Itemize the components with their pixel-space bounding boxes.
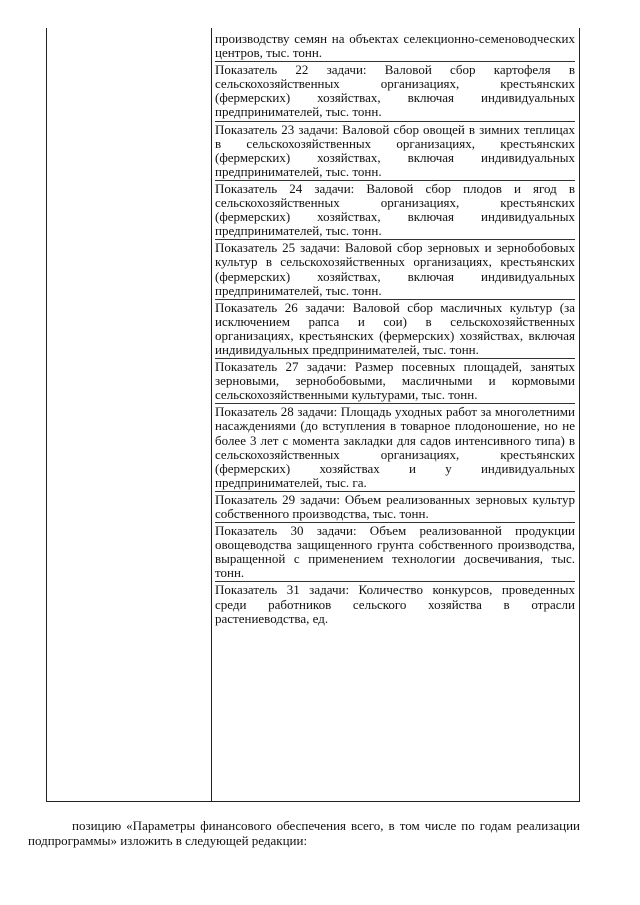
indicators-cell	[215, 32, 575, 628]
indicator-paragraph: Показатель 26 задачи: Валовой сбор масличных культур (за исключением рапса и сои) в сельскохозяйственных организациях, крестьянских (фермерских) хозяйствах, включая индивидуальных предпринимателей, тыс. тонн.	[215, 301, 575, 359]
indicator-paragraph: Показатель 29 задачи: Объем реализованных зерновых культур собственного производства, тыс. тонн.	[215, 493, 575, 523]
column-divider	[211, 28, 212, 801]
indicator-table	[46, 28, 580, 802]
indicator-paragraph: производству семян на объектах селекционно-семеноводческих центров, тыс. тонн.	[215, 32, 575, 62]
indicator-paragraph: Показатель 24 задачи: Валовой сбор плодов и ягод в сельскохозяйственных организациях, крестьянских (фермерских) хозяйствах, включая индивидуальных предпринимателей, тыс. тонн.	[215, 182, 575, 240]
indicator-paragraph: Показатель 30 задачи: Объем реализованной продукции овощеводства защищенного грунта собственного производства, выращенной с применением технологии досвечивания, тыс. тонн.	[215, 524, 575, 582]
indicator-paragraph: Показатель 23 задачи: Валовой сбор овощей в зимних теплицах в сельскохозяйственных организациях, крестьянских (фермерских) хозяйствах, включая индивидуальных предпринимателей, тыс. тонн.	[215, 123, 575, 181]
body-paragraph: позицию «Параметры финансового обеспечения всего, в том числе по годам реализации подпрограммы» изложить в следующей редакции:	[28, 818, 580, 848]
indicator-paragraph: Показатель 22 задачи: Валовой сбор картофеля в сельскохозяйственных организациях, крестьянских (фермерских) хозяйствах, включая индивидуальных предпринимателей, тыс. тонн.	[215, 63, 575, 121]
indicator-paragraph: Показатель 25 задачи: Валовой сбор зерновых и зернобобовых культур в сельскохозяйственных организациях, крестьянских (фермерских) хозяйствах, включая индивидуальных предпринимателей, тыс. тонн.	[215, 241, 575, 299]
indicator-paragraph: Показатель 28 задачи: Площадь уходных работ за многолетними насаждениями (до вступления в товарное плодоношение, но не более 3 лет с момента закладки для садов интенсивного типа) в сельскохозяйственных организациях, крестьянских (фермерских) хозяйствах и у индивидуальных предпринимателей, тыс. га.	[215, 405, 575, 492]
indicator-paragraph: Показатель 27 задачи: Размер посевных площадей, занятых зерновыми, зернобобовыми, масличными и кормовыми сельскохозяйственными культурами, тыс. тонн.	[215, 360, 575, 404]
indicator-paragraph: Показатель 31 задачи: Количество конкурсов, проведенных среди работников сельского хозяйства в отрасли растениеводства, ед.	[215, 582, 575, 626]
